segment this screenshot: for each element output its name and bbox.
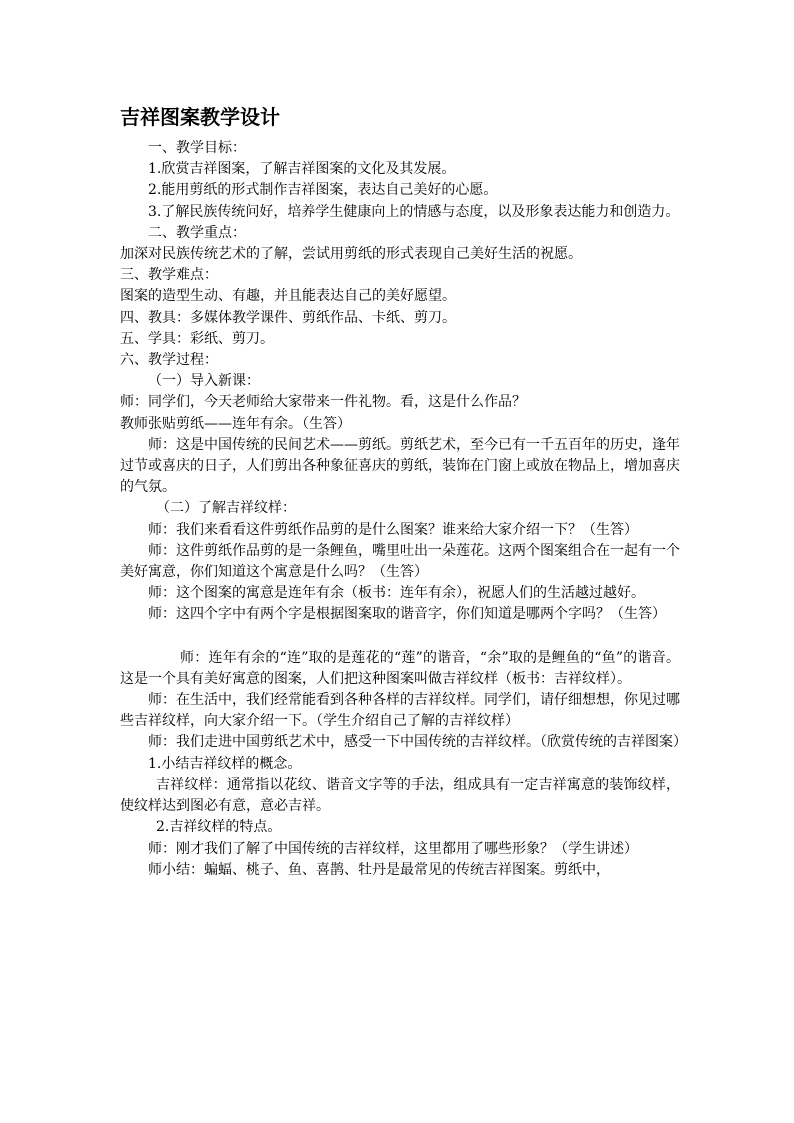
key-points-text: 加深对民族传统艺术的了解，尝试用剪纸的形式表现自己美好生活的祝愿。 xyxy=(120,246,582,263)
section-heading-objectives: 一、教学目标： xyxy=(148,140,246,156)
difficulties-text: 图案的造型生动、有趣，并且能表达自己的美好愿望。 xyxy=(120,288,456,305)
paragraph-gap xyxy=(120,626,680,648)
section-heading-difficulties: 三、教学难点： xyxy=(120,267,218,284)
student-tools-text: 五、学具：彩纸、剪刀。 xyxy=(120,330,274,347)
summary-heading: 1.小结吉祥纹样的概念。 xyxy=(148,755,302,772)
section-heading-key-points: 二、教学重点： xyxy=(148,224,246,241)
summary-heading: 2.吉祥纹样的特点。 xyxy=(156,819,282,836)
dialogue-paragraph: 师：在生活中，我们经常能看到各种各样的吉祥纹样。同学们，请仔细想想，你见过哪些吉祥纹样，向大家介绍一下。（学生介绍自己了解的吉祥纹样） xyxy=(120,692,680,730)
objective-item: 1.欣赏吉祥图案，了解吉祥图案的文化及其发展。 xyxy=(148,161,456,178)
subsection-heading-patterns: （二）了解吉祥纹样： xyxy=(156,500,296,517)
dialogue-paragraph: 师：同学们，今天老师给大家带来一件礼物。看，这是什么作品？ xyxy=(120,394,526,411)
dialogue-paragraph: 师：这四个字中有两个字是根据图案取的谐音字，你们知道是哪两个字吗？（生答） xyxy=(148,606,666,623)
dialogue-paragraph: 教师张贴剪纸——连年有余。（生答） xyxy=(120,415,351,432)
objective-item: 2.能用剪纸的形式制作吉祥图案，表达自己美好的心愿。 xyxy=(148,182,498,199)
dialogue-paragraph: 师：这是中国传统的民间艺术——剪纸。剪纸艺术，至今已有一千五百年的历史，逢年过节或喜庆的日子，人们剪出各种象征喜庆的剪纸，装饰在门窗上或放在物品上，增加喜庆的气氛。 xyxy=(120,436,680,496)
dialogue-paragraph: 师：刚才我们了解了中国传统的吉祥纹样，这里都用了哪些形象？（学生讲述） xyxy=(148,840,638,857)
dialogue-paragraph: 师：这个图案的寓意是连年有余（板书：连年有余），祝愿人们的生活越过越好。 xyxy=(148,585,645,602)
dialogue-paragraph: 师小结：蝙蝠、桃子、鱼、喜鹊、牡丹是最常见的传统吉祥图案。剪纸中， xyxy=(148,861,610,878)
subsection-heading-intro: （一）导入新课： xyxy=(148,373,260,390)
dialogue-paragraph: 师：我们来看看这件剪纸作品剪的是什么图案？谁来给大家介绍一下？（生答） xyxy=(148,521,638,538)
dialogue-paragraph: 师：连年有余的“连”取的是莲花的“莲”的谐音，“余”取的是鲤鱼的“鱼”的谐音。这是一个具有美好寓意的图案，人们把这种图案叫做吉祥纹样（板书：吉祥纹样）。 xyxy=(120,649,680,687)
dialogue-paragraph: 师：这件剪纸作品剪的是一条鲤鱼，嘴里吐出一朵莲花。这两个图案组合在一起有一个美好寓意，你们知道这个寓意是什么吗？（生答） xyxy=(120,542,680,581)
document-title: 吉祥图案教学设计 xyxy=(120,105,280,129)
document-body xyxy=(120,138,687,881)
dialogue-paragraph: 师：我们走进中国剪纸艺术中，感受一下中国传统的吉祥纹样。（欣赏传统的吉祥图案） xyxy=(148,734,687,751)
section-heading-process: 六、教学过程： xyxy=(120,352,218,369)
teaching-aids-text: 四、教具：多媒体教学课件、剪纸作品、卡纸、剪刀。 xyxy=(120,309,456,326)
objective-item: 3.了解民族传统问好，培养学生健康向上的情感与态度，以及形象表达能力和创造力。 xyxy=(148,203,680,220)
definition-paragraph: 吉祥纹样：通常指以花纹、谐音文字等的手法，组成具有一定吉祥寓意的装饰纹样，使纹样达到图必有意，意必吉祥。 xyxy=(120,776,680,815)
